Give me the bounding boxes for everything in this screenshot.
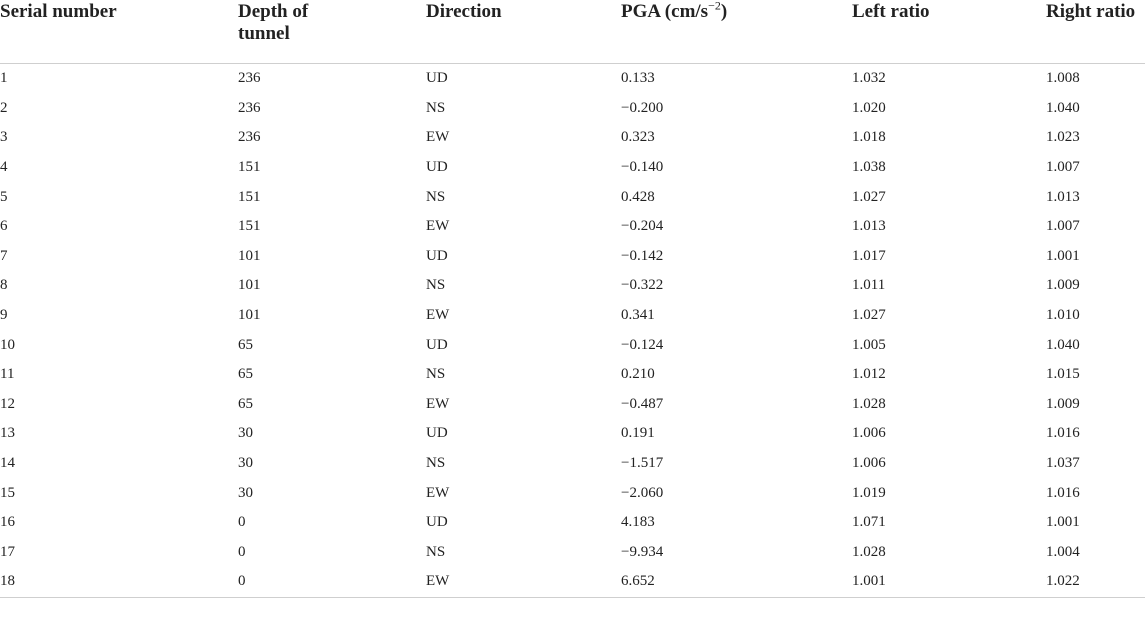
cell-depth: 65 bbox=[238, 366, 253, 383]
cell-depth: 101 bbox=[238, 307, 261, 324]
table-row bbox=[0, 478, 1145, 508]
header-right-ratio bbox=[1046, 0, 1145, 64]
table-row bbox=[0, 271, 1145, 301]
cell-left-ratio: 1.038 bbox=[852, 159, 886, 176]
cell-left-ratio: 1.027 bbox=[852, 307, 886, 324]
cell-direction: UD bbox=[426, 514, 448, 531]
cell-depth: 65 bbox=[238, 336, 253, 353]
cell-depth: 151 bbox=[238, 188, 261, 205]
cell-serial-number: 6 bbox=[0, 218, 8, 235]
header-left-ratio bbox=[852, 0, 1046, 64]
cell-pga: −0.200 bbox=[621, 99, 664, 116]
header-depth-line2: tunnel bbox=[238, 23, 290, 44]
cell-depth: 101 bbox=[238, 277, 261, 294]
header-depth-line1: Depth of bbox=[238, 1, 309, 22]
header-direction-label: Direction bbox=[426, 1, 502, 22]
cell-pga: −0.322 bbox=[621, 277, 664, 294]
cell-pga: 0.210 bbox=[621, 366, 655, 383]
cell-pga: −0.124 bbox=[621, 336, 664, 353]
table-row bbox=[0, 390, 1145, 420]
header-pga-exponent: −2 bbox=[708, 0, 721, 13]
cell-right-ratio: 1.007 bbox=[1046, 159, 1080, 176]
cell-left-ratio: 1.011 bbox=[852, 277, 886, 294]
header-serial-number bbox=[0, 0, 238, 64]
cell-serial-number: 14 bbox=[0, 455, 15, 472]
cell-right-ratio: 1.023 bbox=[1046, 129, 1080, 146]
cell-pga: 0.428 bbox=[621, 188, 655, 205]
header-pga bbox=[621, 0, 852, 64]
cell-serial-number: 3 bbox=[0, 129, 8, 146]
cell-right-ratio: 1.016 bbox=[1046, 425, 1080, 442]
cell-direction: EW bbox=[426, 484, 450, 501]
table-header bbox=[0, 0, 1145, 64]
header-pga-label bbox=[621, 0, 852, 23]
cell-left-ratio: 1.027 bbox=[852, 188, 886, 205]
cell-right-ratio: 1.001 bbox=[1046, 514, 1080, 531]
cell-direction: NS bbox=[426, 99, 446, 116]
table-row bbox=[0, 419, 1145, 449]
cell-right-ratio: 1.013 bbox=[1046, 188, 1080, 205]
cell-right-ratio: 1.001 bbox=[1046, 247, 1080, 264]
cell-right-ratio: 1.009 bbox=[1046, 277, 1080, 294]
cell-pga: 0.341 bbox=[621, 307, 655, 324]
cell-left-ratio: 1.017 bbox=[852, 247, 886, 264]
cell-depth: 0 bbox=[238, 543, 246, 560]
table-row bbox=[0, 508, 1145, 538]
cell-depth: 30 bbox=[238, 455, 253, 472]
cell-direction: NS bbox=[426, 543, 446, 560]
cell-left-ratio: 1.013 bbox=[852, 218, 886, 235]
cell-direction: NS bbox=[426, 188, 446, 205]
cell-serial-number: 9 bbox=[0, 307, 8, 324]
cell-direction: UD bbox=[426, 336, 448, 353]
cell-right-ratio: 1.008 bbox=[1046, 70, 1080, 87]
table-row bbox=[0, 123, 1145, 153]
cell-depth: 0 bbox=[238, 514, 246, 531]
cell-left-ratio: 1.028 bbox=[852, 543, 886, 560]
cell-serial-number: 12 bbox=[0, 395, 15, 412]
cell-direction: EW bbox=[426, 129, 450, 146]
table-row bbox=[0, 212, 1145, 242]
table-row bbox=[0, 330, 1145, 360]
table-row bbox=[0, 301, 1145, 331]
cell-right-ratio: 1.009 bbox=[1046, 395, 1080, 412]
cell-serial-number: 4 bbox=[0, 159, 8, 176]
cell-serial-number: 5 bbox=[0, 188, 8, 205]
cell-direction: UD bbox=[426, 70, 448, 87]
header-serial-number-label: Serial number bbox=[0, 1, 117, 22]
cell-left-ratio: 1.006 bbox=[852, 455, 886, 472]
cell-right-ratio: 1.015 bbox=[1046, 366, 1080, 383]
header-depth-label bbox=[238, 0, 426, 45]
cell-pga: 0.191 bbox=[621, 425, 655, 442]
cell-left-ratio: 1.006 bbox=[852, 425, 886, 442]
cell-pga: −0.204 bbox=[621, 218, 664, 235]
cell-serial-number: 17 bbox=[0, 543, 15, 560]
cell-left-ratio: 1.005 bbox=[852, 336, 886, 353]
table-row bbox=[0, 538, 1145, 568]
cell-direction: UD bbox=[426, 159, 448, 176]
cell-right-ratio: 1.007 bbox=[1046, 218, 1080, 235]
cell-serial-number: 18 bbox=[0, 567, 238, 597]
cell-depth: 30 bbox=[238, 425, 253, 442]
cell-serial-number: 8 bbox=[0, 277, 8, 294]
cell-right-ratio: 1.004 bbox=[1046, 543, 1080, 560]
header-row bbox=[0, 0, 1145, 64]
cell-pga: −0.140 bbox=[621, 159, 664, 176]
cell-depth: 151 bbox=[238, 159, 261, 176]
cell-pga: −2.060 bbox=[621, 484, 664, 501]
cell-direction: NS bbox=[426, 277, 446, 294]
cell-depth: 101 bbox=[238, 247, 261, 264]
cell-left-ratio: 1.012 bbox=[852, 366, 886, 383]
cell-left-ratio: 1.020 bbox=[852, 99, 886, 116]
cell-left-ratio: 1.032 bbox=[852, 70, 886, 87]
cell-right-ratio: 1.016 bbox=[1046, 484, 1080, 501]
cell-depth: 65 bbox=[238, 395, 253, 412]
cell-pga: 0.133 bbox=[621, 70, 655, 87]
cell-left-ratio: 1.071 bbox=[852, 514, 886, 531]
cell-pga: 6.652 bbox=[621, 567, 852, 597]
header-depth-of-tunnel bbox=[238, 0, 426, 64]
cell-left-ratio: 1.028 bbox=[852, 395, 886, 412]
cell-left-ratio: 1.001 bbox=[852, 567, 1046, 597]
cell-pga: −1.517 bbox=[621, 455, 664, 472]
header-pga-close: ) bbox=[720, 1, 728, 22]
cell-direction: EW bbox=[426, 218, 450, 235]
cell-direction: NS bbox=[426, 455, 446, 472]
table-row bbox=[0, 182, 1145, 212]
cell-direction: UD bbox=[426, 425, 448, 442]
cell-serial-number: 16 bbox=[0, 514, 15, 531]
table-row bbox=[0, 449, 1145, 479]
table-row bbox=[0, 94, 1145, 124]
cell-depth: 236 bbox=[238, 70, 261, 87]
cell-direction: EW bbox=[426, 567, 621, 597]
cell-pga: 0.323 bbox=[621, 129, 655, 146]
cell-serial-number: 11 bbox=[0, 366, 15, 383]
cell-serial-number: 13 bbox=[0, 425, 15, 442]
table-row bbox=[0, 360, 1145, 390]
cell-right-ratio: 1.022 bbox=[1046, 567, 1145, 597]
cell-right-ratio: 1.040 bbox=[1046, 336, 1080, 353]
table-row bbox=[0, 567, 1145, 597]
table-row bbox=[0, 153, 1145, 183]
cell-depth: 236 bbox=[238, 99, 261, 116]
cell-depth: 0 bbox=[238, 567, 426, 597]
cell-left-ratio: 1.018 bbox=[852, 129, 886, 146]
cell-right-ratio: 1.010 bbox=[1046, 307, 1080, 324]
table-body bbox=[0, 64, 1145, 598]
cell-direction: EW bbox=[426, 395, 450, 412]
cell-right-ratio: 1.037 bbox=[1046, 455, 1080, 472]
table-row bbox=[0, 64, 1145, 94]
table-row bbox=[0, 242, 1145, 272]
cell-serial-number: 7 bbox=[0, 247, 8, 264]
cell-direction: EW bbox=[426, 307, 450, 324]
cell-pga: −0.142 bbox=[621, 247, 664, 264]
cell-depth: 236 bbox=[238, 129, 261, 146]
cell-right-ratio: 1.040 bbox=[1046, 99, 1080, 116]
cell-serial-number: 1 bbox=[0, 70, 8, 87]
cell-depth: 151 bbox=[238, 218, 261, 235]
cell-serial-number: 2 bbox=[0, 99, 8, 116]
header-direction bbox=[426, 0, 621, 64]
cell-direction: UD bbox=[426, 247, 448, 264]
header-left-ratio-label: Left ratio bbox=[852, 1, 930, 22]
cell-serial-number: 15 bbox=[0, 484, 15, 501]
cell-left-ratio: 1.019 bbox=[852, 484, 886, 501]
header-right-ratio-label: Right ratio bbox=[1046, 1, 1136, 22]
cell-direction: NS bbox=[426, 366, 446, 383]
cell-depth: 30 bbox=[238, 484, 253, 501]
cell-pga: 4.183 bbox=[621, 514, 655, 531]
cell-pga: −9.934 bbox=[621, 543, 664, 560]
cell-serial-number: 10 bbox=[0, 336, 15, 353]
header-pga-text: PGA (cm/s bbox=[621, 1, 709, 22]
cell-pga: −0.487 bbox=[621, 395, 664, 412]
